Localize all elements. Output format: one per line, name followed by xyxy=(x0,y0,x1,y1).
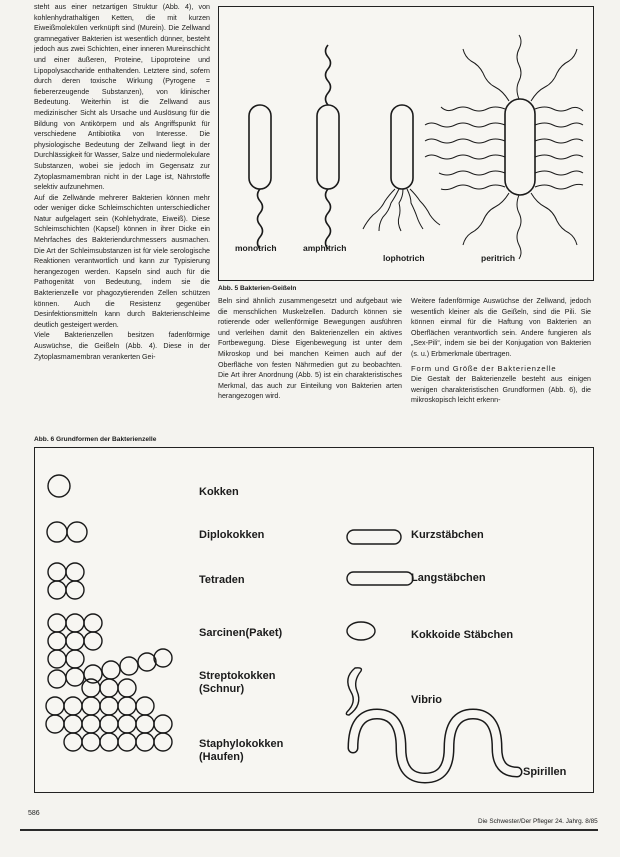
label-kokken: Kokken xyxy=(199,486,239,498)
subheading: Form und Größe der Bakterienzelle xyxy=(411,363,557,373)
shape-sarcinen xyxy=(48,614,102,668)
paragraph: Beln sind ähnlich zusammengesetzt und aufgebaut wie die menschlichen Muskelzellen. Dadurch können sie rotierende oder wellenförmige Bewegungen ausführen und verleihen damit den Bakterienzellen ein aktives Fortbewegung. Diese Eigenbewegung ist unter dem Mikroskop und bei manchen Keimen auch auf der Oberfläche von festen Nährmedien gut zu beobachten. Die Art ihrer Anordnung (Abb. 5) ist ein charakteristisches Merkmal, das auch zur Einteilung von Bakterien arten herangezogen wird. xyxy=(218,297,402,401)
text-column-left xyxy=(34,2,210,362)
shapes-illustration xyxy=(35,448,593,792)
flagellum xyxy=(326,189,331,249)
label-spirillen: Spirillen xyxy=(523,766,567,778)
footer-rule xyxy=(20,829,598,831)
paragraph: Die Gestalt der Bakterienzelle besteht aus einigen wenigen charakteristischen Grundformen (Abb. 6), die mikroskopisch leicht erkenn- xyxy=(411,375,591,405)
label-monotrich: monotrich xyxy=(235,243,277,253)
label-tetraden: Tetraden xyxy=(199,574,245,586)
label-langstaebchen: Langstäbchen xyxy=(411,572,486,584)
shape-tetraden xyxy=(48,563,84,599)
label-diplokokken: Diplokokken xyxy=(199,529,265,541)
shape-kokken xyxy=(48,475,70,497)
label-vibrio: Vibrio xyxy=(411,694,442,706)
page-number: 586 xyxy=(28,810,40,817)
shape-diplokokken xyxy=(47,522,87,542)
shape-langstaebchen xyxy=(347,572,413,585)
label-lophotrich: lophotrich xyxy=(383,253,425,263)
cell-lophotrich xyxy=(391,105,413,189)
paragraph: Auf die Zellwände mehrerer Bakterien können mehr oder weniger dicke Schleimschichten unterschiedlicher Natur aufgelagert sein (Kohlehydrate, Eiweiß). Diese Schleimschichten (Kapsel) können in ihrer Dicke ein Mehrfaches des Bakteriendurchmessers ausmachen. Die Art der Schleimsubstanzen ist für viele serologische Reaktionen verantwortlich und kann zur Typisierung herangezogen werden. Kapseln sind auch für die Pathogenität von Bedeutung, indem sie die Bakterienzelle vor phagozytierenden Zellen schützen können. Auch die Resistenz gegenüber Desinfektionsmitteln kann durch Bakterienschleime deutlich gesteigert werden. xyxy=(34,193,210,329)
flagellum xyxy=(326,45,331,105)
flagellum xyxy=(258,189,263,249)
shape-kurzstaebchen xyxy=(347,530,401,544)
cell-amphitrich xyxy=(317,105,339,189)
cell-peritrich xyxy=(505,99,535,195)
figure6-caption: Abb. 6 Grundformen der Bakterienzelle xyxy=(34,436,157,443)
label-kurzstaebchen: Kurzstäbchen xyxy=(411,529,484,541)
label-staphylokokken: Staphylokokken (Haufen) xyxy=(199,738,284,763)
flagella-illustration xyxy=(219,7,593,280)
journal-footer: Die Schwester/Der Pfleger 24. Jahrg. 8/85 xyxy=(478,818,598,825)
label-streptokokken: Streptokokken (Schnur) xyxy=(199,670,276,695)
shape-staphylokokken xyxy=(46,679,172,751)
text-column-right xyxy=(411,296,591,406)
figure5-caption: Abb. 5 Bakterien-Geißeln xyxy=(218,285,297,292)
shape-kokkoide xyxy=(347,622,375,640)
paragraph: Viele Bakterienzellen besitzen fadenförmige Auswüchse, die Geißeln (Abb. 4). Diese in der Zytoplasmamembran verankerten Gei- xyxy=(34,331,210,361)
figure-flagella xyxy=(218,6,594,281)
paragraph: Weitere fadenförmige Auswüchse der Zellwand, jedoch wesentlich kleiner als die Geißeln, sind die Pili. Sie können einmal für die Haftung von Bakterien an Oberflächen verantwortlich sein. Andere fungieren als „Sex-Pili“, indem sie bei der Konjugation von Bakterien (s. u.) Erbmerkmale übertragen. xyxy=(411,297,591,358)
label-amphitrich: amphitrich xyxy=(303,243,347,253)
label-sarcinen: Sarcinen(Paket) xyxy=(199,627,283,639)
label-kokkoide: Kokkoide Stäbchen xyxy=(411,629,514,641)
cell-monotrich xyxy=(249,105,271,189)
label-peritrich: peritrich xyxy=(481,253,516,263)
text-column-middle xyxy=(218,296,402,402)
shape-vibrio xyxy=(346,668,361,715)
figure-bacterial-shapes xyxy=(34,447,594,793)
paragraph: steht aus einer netzartigen Struktur (Abb. 4), von kohlenhydrathaltigen Ketten, die mit kurzen Eiweißmolekülen verknüpft sind (Murein). Die Zellwand gramnegativer Bakterien ist wesentlich dünner, besteht jedoch aus zwei Schichten, einer inneren Mureinschicht und einer äußeren, Proteine, Lipoproteine und Lipopolysaccharide enthaltenden. Letztere sind, sofern durch deren toxische Wirkung (Pyrogene = fiebererzeugende Substanzen), von klinischer Bedeutung. Weiterhin ist die Zellwand aus medizinischer Sicht als Ursache und Auslösung für die Bildung von Antikörpern und als Angriffspunkt für verschiedene Antibiotika von Interesse. Die physiologische Bedeutung der Zellwand liegt in der Durchlässigkeit für Wasser, Salze und niedermolekulare Substanzen, wobei sie jedoch im Gegensatz zur Zytoplasmamembran nicht in der Lage ist, Nährstoffe selektiv aufzunehmen. xyxy=(34,3,210,192)
